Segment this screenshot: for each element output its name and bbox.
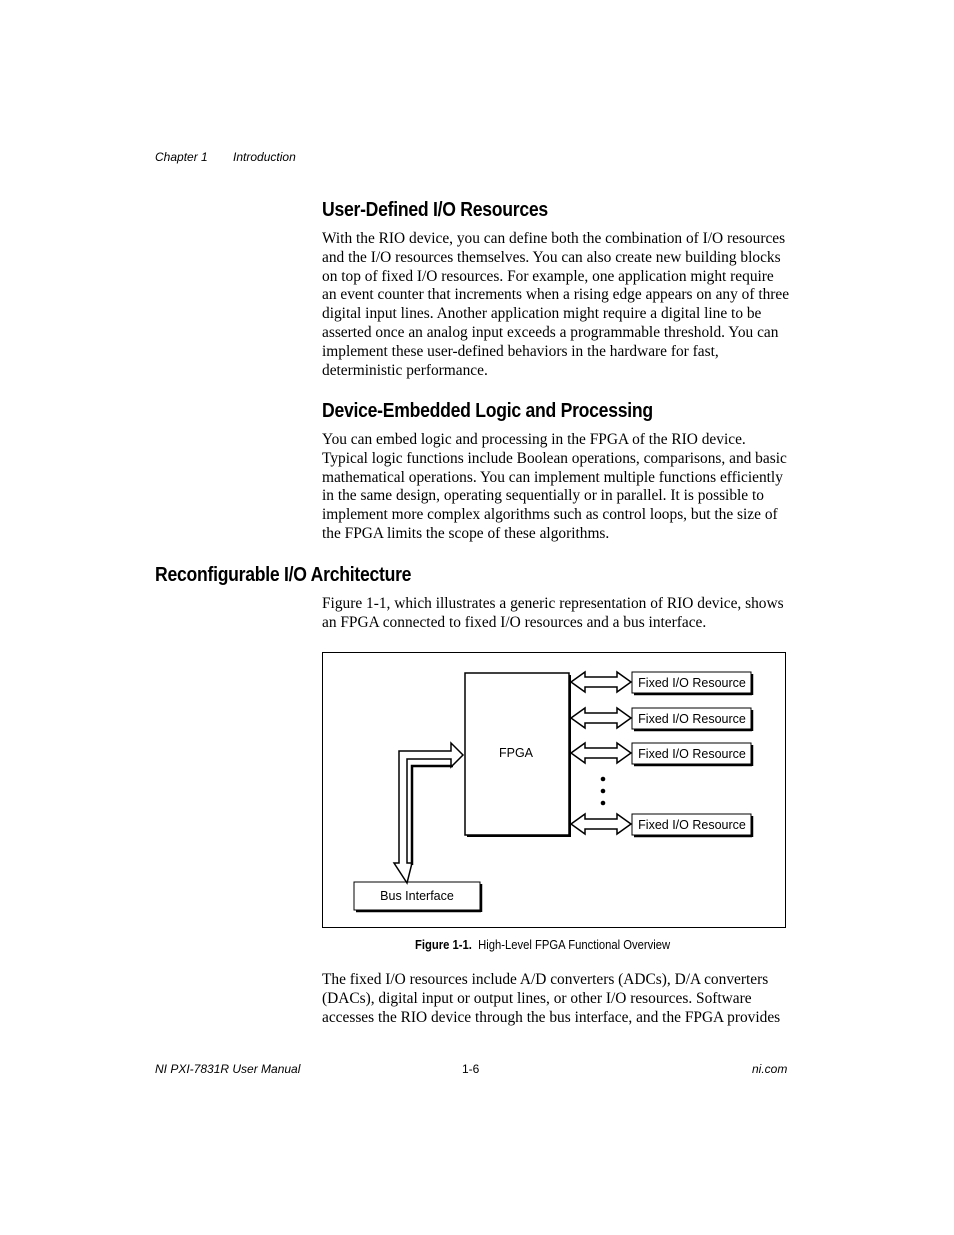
- fixed-io-box: [632, 708, 752, 731]
- fixed-io-label: Fixed I/O Resource: [638, 712, 746, 726]
- heading-reconfigurable-io: Reconfigurable I/O Architecture: [155, 564, 412, 586]
- io-arrow: [571, 672, 631, 692]
- fpga-label: FPGA: [498, 746, 534, 760]
- fixed-io-label: Fixed I/O Resource: [638, 676, 746, 690]
- paragraph-fixed-io: The fixed I/O resources include A/D converters (ADCs), D/A converters (DACs), digital input or output lines, or other I/O resources. Software accesses the RIO device through the bus interface, and the FPGA provides: [322, 971, 781, 1026]
- running-header: [155, 150, 318, 164]
- heading-user-defined-io: User-Defined I/O Resources: [322, 199, 548, 221]
- fixed-io-box: [632, 743, 752, 766]
- figure-title: High-Level FPGA Functional Overview: [478, 938, 671, 952]
- fixed-io-label: Fixed I/O Resource: [638, 747, 746, 761]
- chapter-section: Introduction: [233, 150, 296, 164]
- io-arrow: [571, 814, 631, 834]
- figure-fpga-overview: [322, 652, 786, 928]
- fpga-block: [465, 673, 570, 837]
- heading-embedded-logic: Device-Embedded Logic and Processing: [322, 400, 653, 422]
- bus-interface-label: Bus Interface: [380, 889, 454, 903]
- paragraph-figure-intro: Figure 1-1, which illustrates a generic representation of RIO device, shows an FPGA connected to fixed I/O resources and a bus interface.: [322, 595, 784, 631]
- fixed-io-box: [632, 672, 752, 695]
- paragraph-embedded-logic: You can embed logic and processing in the FPGA of the RIO device. Typical logic functions include Boolean operations, comparisons, and basic mathematical operations. You can implement multiple functions efficiently in the same design, operating sequentially or in parallel. It is possible to implement more complex algorithms such as control loops, but the size of the FPGA limits the scope of these algorithms.: [322, 431, 787, 542]
- io-arrow: [571, 708, 631, 728]
- ellipsis-dots: [601, 777, 606, 806]
- io-arrow: [571, 743, 631, 763]
- bus-interface-block: [354, 882, 481, 912]
- figure-caption: [415, 938, 670, 952]
- footer-manual-title: NI PXI-7831R User Manual: [155, 1062, 301, 1076]
- bus-arrow: [394, 743, 463, 883]
- chapter-label: Chapter 1: [155, 150, 208, 164]
- footer-page-number: 1-6: [462, 1062, 480, 1076]
- paragraph-user-defined-io: With the RIO device, you can define both the combination of I/O resources and the I/O resources themselves. You can also create new building blocks on top of fixed I/O resources. For example, one application might require an event counter that increments when a rising edge appears on any of three digital input lines. Another application might require a digital line to be asserted once an analog input exceeds a programmable threshold. You can implement these user-defined behaviors in the hardware for fast, deterministic performance.: [322, 230, 790, 379]
- fixed-io-label: Fixed I/O Resource: [638, 818, 746, 832]
- figure-number: Figure 1-1.: [415, 938, 472, 952]
- footer-website: ni.com: [752, 1062, 788, 1076]
- fixed-io-box: [632, 814, 752, 837]
